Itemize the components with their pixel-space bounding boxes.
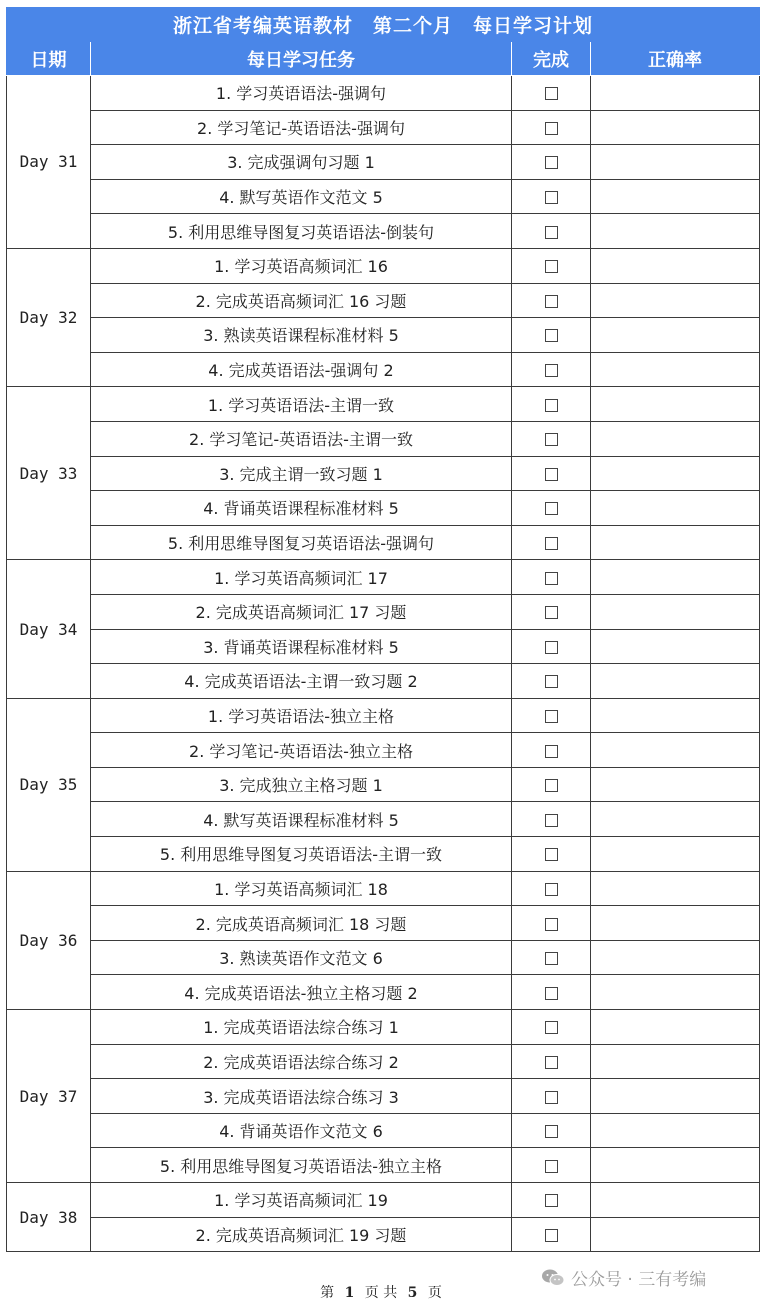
table-row (7, 733, 760, 768)
day-label: Day 33 (7, 387, 91, 560)
done-checkbox[interactable] (545, 814, 558, 827)
task-text: 3. 背诵英语课程标准材料 5 (91, 629, 512, 664)
done-checkbox[interactable] (545, 502, 558, 515)
day-label: Day 38 (7, 1183, 91, 1252)
accuracy-cell[interactable] (591, 525, 760, 560)
table-row (7, 837, 760, 872)
done-checkbox[interactable] (545, 918, 558, 931)
accuracy-cell[interactable] (591, 837, 760, 872)
task-text: 5. 利用思维导图复习英语语法-主谓一致 (91, 837, 512, 872)
task-text: 4. 默写英语课程标准材料 5 (91, 802, 512, 837)
done-checkbox[interactable] (545, 779, 558, 792)
accuracy-cell[interactable] (591, 664, 760, 699)
done-checkbox[interactable] (545, 1021, 558, 1034)
done-cell (512, 594, 591, 629)
page-footer (0, 1282, 762, 1302)
accuracy-cell[interactable] (591, 456, 760, 491)
done-cell (512, 1010, 591, 1045)
table-row (7, 1044, 760, 1079)
accuracy-cell[interactable] (591, 1183, 760, 1218)
task-text: 1. 完成英语语法综合练习 1 (91, 1010, 512, 1045)
task-text: 2. 完成英语语法综合练习 2 (91, 1044, 512, 1079)
accuracy-cell[interactable] (591, 767, 760, 802)
accuracy-cell[interactable] (591, 1010, 760, 1045)
task-text: 3. 完成独立主格习题 1 (91, 767, 512, 802)
table-row (7, 179, 760, 214)
accuracy-cell[interactable] (591, 802, 760, 837)
done-checkbox[interactable] (545, 848, 558, 861)
done-checkbox[interactable] (545, 675, 558, 688)
done-cell (512, 421, 591, 456)
table-row (7, 421, 760, 456)
done-checkbox[interactable] (545, 295, 558, 308)
table-row (7, 352, 760, 387)
done-cell (512, 110, 591, 145)
done-cell (512, 214, 591, 249)
task-text: 2. 学习笔记-英语语法-强调句 (91, 110, 512, 145)
done-checkbox[interactable] (545, 226, 558, 239)
done-cell (512, 940, 591, 975)
table-row (7, 629, 760, 664)
task-text: 1. 学习英语语法-强调句 (91, 76, 512, 111)
done-checkbox[interactable] (545, 641, 558, 654)
task-text: 2. 完成英语高频词汇 16 习题 (91, 283, 512, 318)
accuracy-cell[interactable] (591, 1079, 760, 1114)
done-checkbox[interactable] (545, 710, 558, 723)
done-checkbox[interactable] (545, 606, 558, 619)
done-cell (512, 664, 591, 699)
accuracy-cell[interactable] (591, 1044, 760, 1079)
task-text: 2. 完成英语高频词汇 18 习题 (91, 906, 512, 941)
done-cell (512, 456, 591, 491)
day-label: Day 31 (7, 76, 91, 249)
task-text: 4. 完成英语语法-独立主格习题 2 (91, 975, 512, 1010)
accuracy-cell[interactable] (591, 145, 760, 180)
table-row (7, 1148, 760, 1183)
done-checkbox[interactable] (545, 399, 558, 412)
table-row (7, 1010, 760, 1045)
table-row (7, 664, 760, 699)
accuracy-cell[interactable] (591, 975, 760, 1010)
accuracy-cell[interactable] (591, 76, 760, 111)
accuracy-cell[interactable] (591, 560, 760, 595)
done-checkbox[interactable] (545, 1229, 558, 1242)
table-row (7, 456, 760, 491)
done-checkbox[interactable] (545, 883, 558, 896)
accuracy-header: 正确率 (591, 42, 760, 76)
done-checkbox[interactable] (545, 156, 558, 169)
footer-suffix: 页 (427, 1285, 442, 1301)
done-checkbox[interactable] (545, 87, 558, 100)
accuracy-cell[interactable] (591, 733, 760, 768)
table-title: 浙江省考编英语教材 第二个月 每日学习计划 (7, 8, 760, 42)
table-row (7, 560, 760, 595)
task-text: 4. 背诵英语作文范文 6 (91, 1113, 512, 1148)
done-cell (512, 283, 591, 318)
done-cell (512, 1148, 591, 1183)
day-label: Day 32 (7, 248, 91, 386)
table-row (7, 76, 760, 111)
current-page-number: 1 (344, 1285, 355, 1301)
done-cell (512, 767, 591, 802)
task-text: 1. 学习英语高频词汇 16 (91, 248, 512, 283)
task-text: 1. 学习英语高频词汇 18 (91, 871, 512, 906)
done-checkbox[interactable] (545, 364, 558, 377)
table-row (7, 871, 760, 906)
table-row (7, 975, 760, 1010)
table-body (7, 76, 760, 1252)
done-cell (512, 1217, 591, 1252)
day-label: Day 37 (7, 1010, 91, 1183)
done-checkbox[interactable] (545, 1091, 558, 1104)
day-label: Day 36 (7, 871, 91, 1009)
done-checkbox[interactable] (545, 433, 558, 446)
total-page-number: 5 (407, 1285, 418, 1301)
done-cell (512, 1113, 591, 1148)
task-text: 4. 完成英语语法-强调句 2 (91, 352, 512, 387)
task-text: 1. 学习英语高频词汇 17 (91, 560, 512, 595)
footer-middle: 页 共 (364, 1285, 398, 1301)
task-text: 2. 完成英语高频词汇 17 习题 (91, 594, 512, 629)
done-cell (512, 629, 591, 664)
task-text: 3. 熟读英语作文范文 6 (91, 940, 512, 975)
done-checkbox[interactable] (545, 260, 558, 273)
done-cell (512, 837, 591, 872)
task-text: 5. 利用思维导图复习英语语法-倒装句 (91, 214, 512, 249)
task-text: 5. 利用思维导图复习英语语法-强调句 (91, 525, 512, 560)
task-text: 3. 完成强调句习题 1 (91, 145, 512, 180)
accuracy-cell[interactable] (591, 283, 760, 318)
table-row (7, 1079, 760, 1114)
done-checkbox[interactable] (545, 1160, 558, 1173)
done-checkbox[interactable] (545, 122, 558, 135)
study-plan-table (6, 7, 760, 1252)
accuracy-cell[interactable] (591, 352, 760, 387)
task-text: 2. 学习笔记-英语语法-主谓一致 (91, 421, 512, 456)
done-checkbox[interactable] (545, 1194, 558, 1207)
table-row (7, 698, 760, 733)
table-row (7, 525, 760, 560)
done-cell (512, 387, 591, 422)
done-cell (512, 525, 591, 560)
table-row (7, 214, 760, 249)
day-label: Day 34 (7, 560, 91, 698)
task-text: 2. 学习笔记-英语语法-独立主格 (91, 733, 512, 768)
footer-prefix: 第 (320, 1285, 335, 1301)
done-cell (512, 491, 591, 526)
done-cell (512, 318, 591, 353)
done-cell (512, 352, 591, 387)
table-row (7, 1217, 760, 1252)
done-cell (512, 248, 591, 283)
table-row (7, 1113, 760, 1148)
done-cell (512, 1079, 591, 1114)
done-cell (512, 76, 591, 111)
task-header: 每日学习任务 (91, 42, 512, 76)
table-row (7, 940, 760, 975)
done-cell (512, 560, 591, 595)
done-checkbox[interactable] (545, 572, 558, 585)
done-checkbox[interactable] (545, 745, 558, 758)
done-checkbox[interactable] (545, 191, 558, 204)
task-text: 2. 完成英语高频词汇 19 习题 (91, 1217, 512, 1252)
done-cell (512, 1183, 591, 1218)
done-cell (512, 733, 591, 768)
accuracy-cell[interactable] (591, 387, 760, 422)
accuracy-cell[interactable] (591, 906, 760, 941)
task-text: 4. 背诵英语课程标准材料 5 (91, 491, 512, 526)
done-checkbox[interactable] (545, 952, 558, 965)
day-label: Day 35 (7, 698, 91, 871)
done-cell (512, 975, 591, 1010)
date-header: 日期 (7, 42, 91, 76)
accuracy-cell[interactable] (591, 110, 760, 145)
task-text: 4. 默写英语作文范文 5 (91, 179, 512, 214)
table-row (7, 594, 760, 629)
done-cell (512, 1044, 591, 1079)
accuracy-cell[interactable] (591, 1113, 760, 1148)
done-cell (512, 698, 591, 733)
accuracy-cell[interactable] (591, 629, 760, 664)
done-cell (512, 906, 591, 941)
table-row (7, 491, 760, 526)
task-text: 3. 完成英语语法综合练习 3 (91, 1079, 512, 1114)
accuracy-cell[interactable] (591, 421, 760, 456)
done-checkbox[interactable] (545, 537, 558, 550)
done-checkbox[interactable] (545, 1056, 558, 1069)
task-text: 3. 完成主谓一致习题 1 (91, 456, 512, 491)
done-checkbox[interactable] (545, 1125, 558, 1138)
done-checkbox[interactable] (545, 468, 558, 481)
task-text: 4. 完成英语语法-主谓一致习题 2 (91, 664, 512, 699)
accuracy-cell[interactable] (591, 214, 760, 249)
table-row (7, 1183, 760, 1218)
accuracy-cell[interactable] (591, 248, 760, 283)
accuracy-cell[interactable] (591, 1217, 760, 1252)
accuracy-cell[interactable] (591, 318, 760, 353)
done-checkbox[interactable] (545, 329, 558, 342)
done-cell (512, 145, 591, 180)
table-row (7, 906, 760, 941)
accuracy-cell[interactable] (591, 698, 760, 733)
accuracy-cell[interactable] (591, 940, 760, 975)
table-row (7, 387, 760, 422)
task-text: 1. 学习英语语法-独立主格 (91, 698, 512, 733)
watermark-text: 公众号 · 三有考编 (571, 1270, 707, 1290)
task-text: 1. 学习英语高频词汇 19 (91, 1183, 512, 1218)
accuracy-cell[interactable] (591, 594, 760, 629)
table-row (7, 802, 760, 837)
done-cell (512, 871, 591, 906)
table-row (7, 767, 760, 802)
table-row (7, 318, 760, 353)
accuracy-cell[interactable] (591, 1148, 760, 1183)
done-checkbox[interactable] (545, 987, 558, 1000)
table-row (7, 145, 760, 180)
accuracy-cell[interactable] (591, 491, 760, 526)
accuracy-cell[interactable] (591, 179, 760, 214)
table-row (7, 283, 760, 318)
task-text: 5. 利用思维导图复习英语语法-独立主格 (91, 1148, 512, 1183)
done-cell (512, 802, 591, 837)
done-cell (512, 179, 591, 214)
accuracy-cell[interactable] (591, 871, 760, 906)
table-row (7, 110, 760, 145)
done-header: 完成 (512, 42, 591, 76)
task-text: 3. 熟读英语课程标准材料 5 (91, 318, 512, 353)
table-row (7, 248, 760, 283)
task-text: 1. 学习英语语法-主谓一致 (91, 387, 512, 422)
